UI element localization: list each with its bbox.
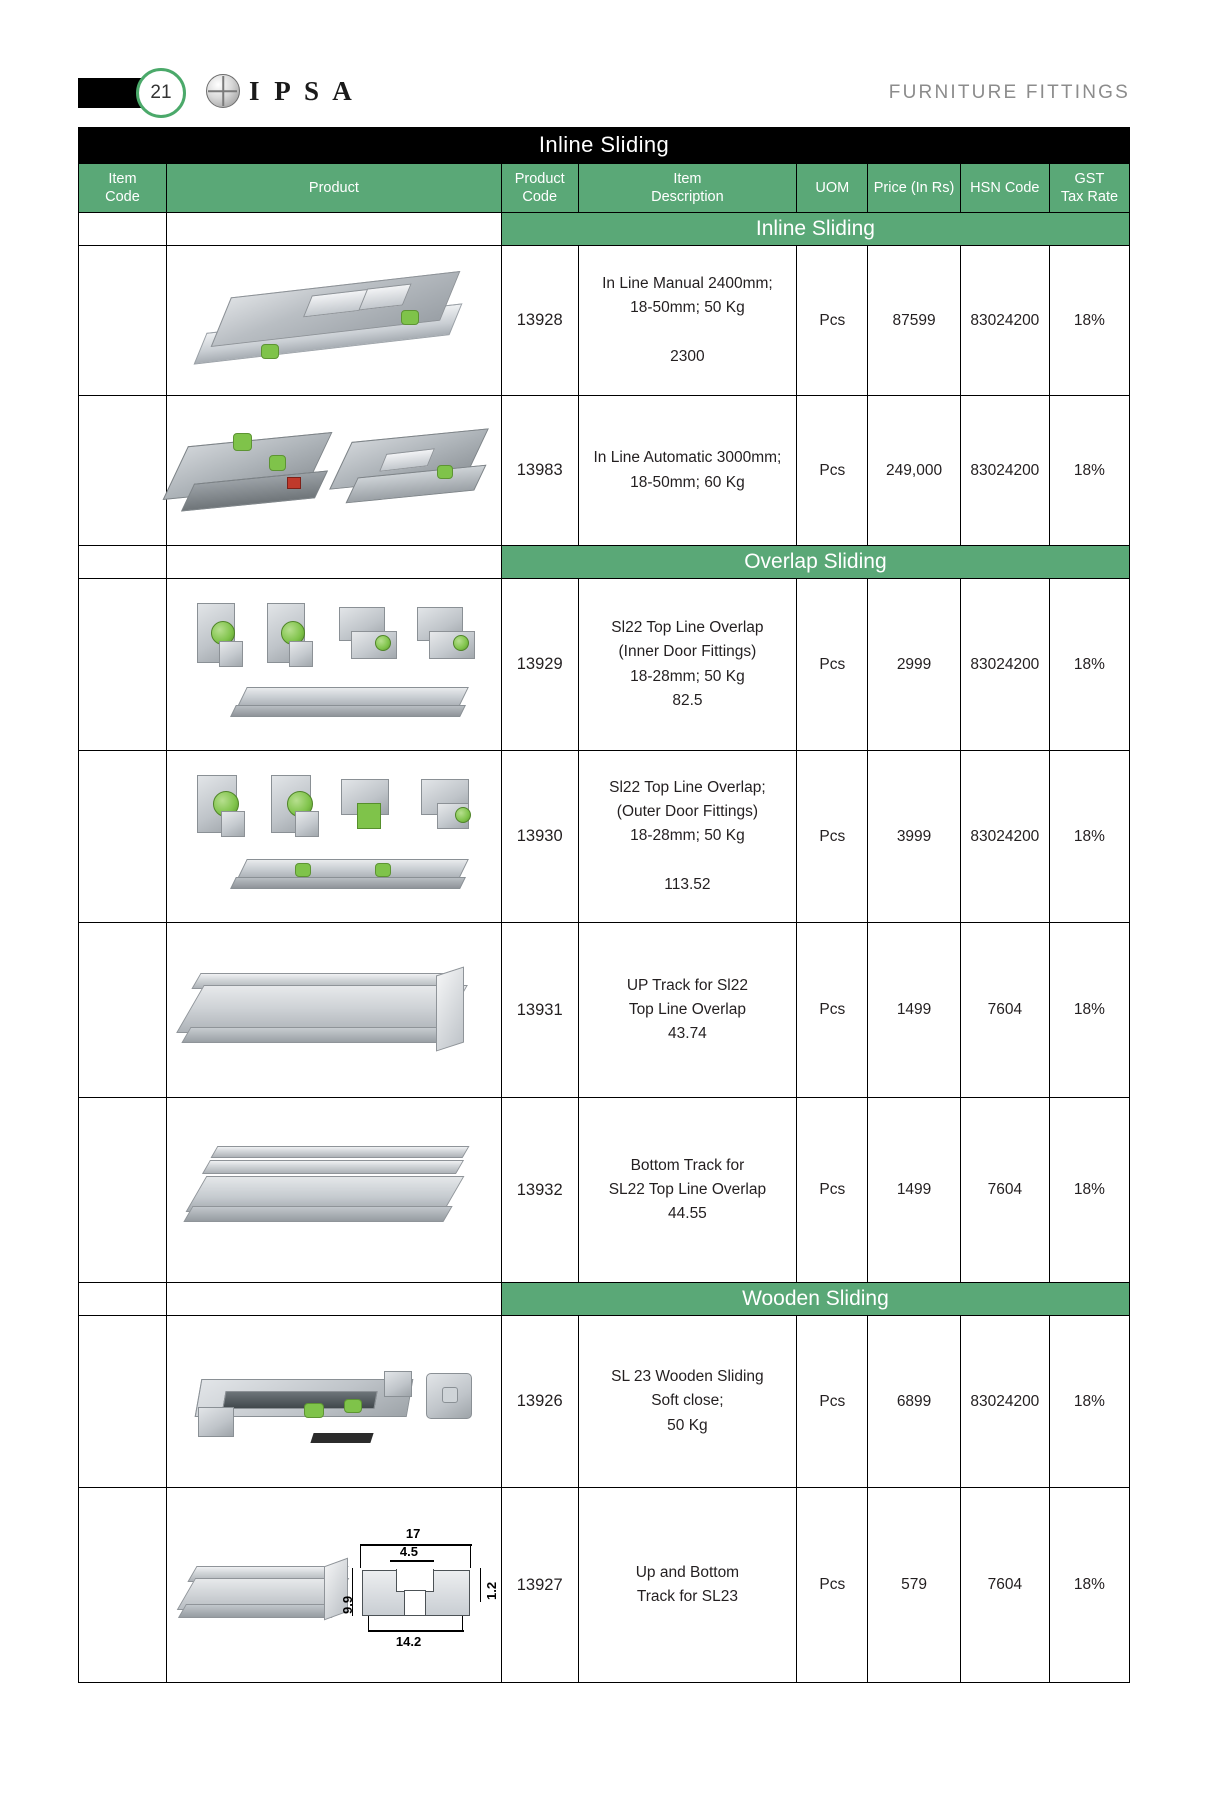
uom-cell: Pcs <box>797 246 868 396</box>
item-description-cell <box>578 1316 797 1488</box>
product-code-cell: 13983 <box>501 396 578 546</box>
desc-line <box>579 849 797 873</box>
dim-right-thickness: 1.2 <box>483 1581 499 1600</box>
uom-cell: Pcs <box>797 579 868 751</box>
table-row <box>79 751 1130 923</box>
bottom-track-profile-artwork <box>184 1130 484 1250</box>
uom-cell: Pcs <box>797 396 868 546</box>
desc-line: Soft close; <box>651 1392 724 1410</box>
section-label-overlap-sliding: Overlap Sliding <box>501 546 1129 579</box>
sl22-outer-fittings-artwork <box>189 767 479 907</box>
col-uom <box>797 164 868 213</box>
desc-line: 18-28mm; 50 Kg <box>630 667 745 685</box>
gst-cell: 18% <box>1049 396 1129 546</box>
dim-top-width: 17 <box>405 1526 421 1541</box>
table-row <box>79 396 1130 546</box>
product-code-cell: 13927 <box>501 1488 578 1683</box>
sl23-soft-close-artwork <box>184 1337 484 1467</box>
up-track-profile-artwork <box>184 955 484 1065</box>
section-blank-item-code <box>79 1283 167 1316</box>
gst-cell: 18% <box>1049 579 1129 751</box>
col-product-line1: Product <box>308 179 359 196</box>
hsn-cell: 83024200 <box>960 1316 1049 1488</box>
desc-line: Track for SL23 <box>636 1588 738 1605</box>
product-image-sl22-outer-door-fittings <box>166 751 501 923</box>
item-description-cell <box>578 396 797 546</box>
desc-line: 44.55 <box>668 1205 707 1222</box>
globe-icon <box>206 74 240 108</box>
hsn-cell: 7604 <box>960 1098 1049 1283</box>
gst-cell: 18% <box>1049 246 1129 396</box>
price-cell: 6899 <box>868 1316 960 1488</box>
desc-line: 113.52 <box>664 875 711 893</box>
product-image-inline-automatic-unit <box>166 396 501 546</box>
sl22-inner-fittings-artwork <box>189 595 479 735</box>
item-code-cell <box>79 751 167 923</box>
item-description-cell <box>578 751 797 923</box>
product-image-up-track-profile <box>166 923 501 1098</box>
uom-cell: Pcs <box>797 923 868 1098</box>
hsn-cell: 83024200 <box>960 579 1049 751</box>
table-row <box>79 923 1130 1098</box>
hsn-cell: 83024200 <box>960 246 1049 396</box>
col-product <box>166 164 501 213</box>
col-product-code-line1: Product <box>514 170 565 187</box>
price-cell: 579 <box>868 1488 960 1683</box>
col-gst-tax-rate <box>1049 164 1129 213</box>
item-code-cell <box>79 1098 167 1283</box>
section-blank-product <box>166 1283 501 1316</box>
dim-inner-width: 4.5 <box>399 1544 418 1559</box>
table-header-row <box>79 164 1130 213</box>
uom-cell: Pcs <box>797 1098 868 1283</box>
section-header-row <box>79 546 1130 579</box>
item-description-cell <box>578 1098 797 1283</box>
section-label-inline-sliding: Inline Sliding <box>501 213 1129 246</box>
item-code-cell <box>79 396 167 546</box>
col-item-code-line2: Code <box>105 189 140 205</box>
price-cell: 87599 <box>868 246 960 396</box>
inline-automatic-unit-artwork <box>169 411 499 531</box>
header-category-label: FURNITURE FITTINGS <box>888 82 1130 103</box>
section-blank-product <box>166 213 501 246</box>
col-item-description-line2: Description <box>651 189 724 205</box>
item-description-cell <box>578 923 797 1098</box>
brand-name: I P S A <box>249 75 356 106</box>
inline-manual-rail-artwork <box>189 266 479 376</box>
product-image-sl22-inner-door-fittings <box>166 579 501 751</box>
desc-line: Sl22 Top Line Overlap <box>611 619 764 637</box>
gst-cell: 18% <box>1049 751 1129 923</box>
product-code-cell: 13932 <box>501 1098 578 1283</box>
col-product-code <box>501 164 578 213</box>
table-row <box>79 579 1130 751</box>
product-code-cell: 13926 <box>501 1316 578 1488</box>
section-blank-item-code <box>79 546 167 579</box>
section-header-row <box>79 1283 1130 1316</box>
desc-line: 82.5 <box>672 691 703 709</box>
desc-line: (Outer Door Fittings) <box>616 803 759 821</box>
col-price <box>868 164 960 213</box>
table-row <box>79 1488 1130 1683</box>
hsn-cell: 7604 <box>960 923 1049 1098</box>
hsn-cell: 7604 <box>960 1488 1049 1683</box>
col-uom-line1: UOM <box>815 179 850 196</box>
desc-line: 18-28mm; 50 Kg <box>630 827 745 845</box>
table-row <box>79 1098 1130 1283</box>
section-blank-product <box>166 546 501 579</box>
product-image-sl23-wooden-sliding <box>166 1316 501 1488</box>
item-code-cell <box>79 579 167 751</box>
gst-cell: 18% <box>1049 1316 1129 1488</box>
dim-height: 9.9 <box>339 1595 355 1614</box>
page-number-badge: 21 <box>136 68 186 118</box>
desc-line: 2300 <box>670 347 705 365</box>
product-image-bottom-track-profile <box>166 1098 501 1283</box>
product-code-cell: 13931 <box>501 923 578 1098</box>
desc-line: SL 23 Wooden Sliding <box>611 1368 764 1386</box>
col-item-description-line1: Item <box>673 170 702 187</box>
desc-line <box>579 321 797 345</box>
item-description-cell <box>578 1488 797 1683</box>
col-item-code <box>79 164 167 213</box>
price-cell: 3999 <box>868 751 960 923</box>
brand-logo <box>206 74 356 108</box>
section-header-row <box>79 213 1130 246</box>
uom-cell: Pcs <box>797 1316 868 1488</box>
col-item-description <box>578 164 797 213</box>
product-code-cell: 13929 <box>501 579 578 751</box>
col-gst-line2: Tax Rate <box>1060 189 1119 205</box>
gst-cell: 18% <box>1049 1098 1129 1283</box>
col-product-code-line2: Code <box>522 189 558 205</box>
gst-cell: 18% <box>1049 923 1129 1098</box>
item-code-cell <box>79 246 167 396</box>
section-label-wooden-sliding: Wooden Sliding <box>501 1283 1129 1316</box>
uom-cell: Pcs <box>797 751 868 923</box>
section-title-bar: Inline Sliding <box>78 127 1130 163</box>
desc-line: Top Line Overlap <box>628 1000 746 1018</box>
sl23-track-artwork <box>184 1510 499 1660</box>
item-description-cell <box>578 246 797 396</box>
desc-line: In Line Manual 2400mm; <box>602 275 773 293</box>
desc-line: 43.74 <box>668 1025 707 1042</box>
item-code-cell <box>79 1488 167 1683</box>
col-hsn-code <box>960 164 1049 213</box>
product-code-cell: 13930 <box>501 751 578 923</box>
table-row <box>79 246 1130 396</box>
desc-line: UP Track for Sl22 <box>626 976 748 994</box>
uom-cell: Pcs <box>797 1488 868 1683</box>
dim-bottom-width: 14.2 <box>395 1634 422 1649</box>
col-hsn-line1: HSN Code <box>970 179 1040 196</box>
price-cell: 1499 <box>868 1098 960 1283</box>
section-blank-item-code <box>79 213 167 246</box>
desc-line: In Line Automatic 3000mm; <box>593 449 782 467</box>
gst-cell: 18% <box>1049 1488 1129 1683</box>
item-code-cell <box>79 923 167 1098</box>
price-cell: 2999 <box>868 579 960 751</box>
price-cell: 1499 <box>868 923 960 1098</box>
hsn-cell: 83024200 <box>960 396 1049 546</box>
desc-line: Up and Bottom <box>635 1563 740 1581</box>
hsn-cell: 83024200 <box>960 751 1049 923</box>
desc-line: 18-50mm; 60 Kg <box>630 473 745 491</box>
product-code-cell: 13928 <box>501 246 578 396</box>
product-image-sl23-track-with-dimensions <box>166 1488 501 1683</box>
desc-line: Bottom Track for <box>630 1156 745 1174</box>
col-item-code-line1: Item <box>108 170 137 187</box>
col-gst-line1: GST <box>1074 170 1105 187</box>
price-cell: 249,000 <box>868 396 960 546</box>
table-row <box>79 1316 1130 1488</box>
desc-line: (Inner Door Fittings) <box>618 643 757 661</box>
item-code-cell <box>79 1316 167 1488</box>
col-price-line1: Price (In Rs) <box>873 179 955 196</box>
desc-line: 18-50mm; 50 Kg <box>630 299 745 317</box>
page-header <box>78 68 1130 118</box>
desc-line: 50 Kg <box>667 1416 708 1434</box>
desc-line: SL22 Top Line Overlap <box>608 1180 767 1198</box>
product-table <box>78 163 1130 1683</box>
desc-line: Sl22 Top Line Overlap; <box>609 779 766 797</box>
product-image-inline-manual-rail <box>166 246 501 396</box>
item-description-cell <box>578 579 797 751</box>
